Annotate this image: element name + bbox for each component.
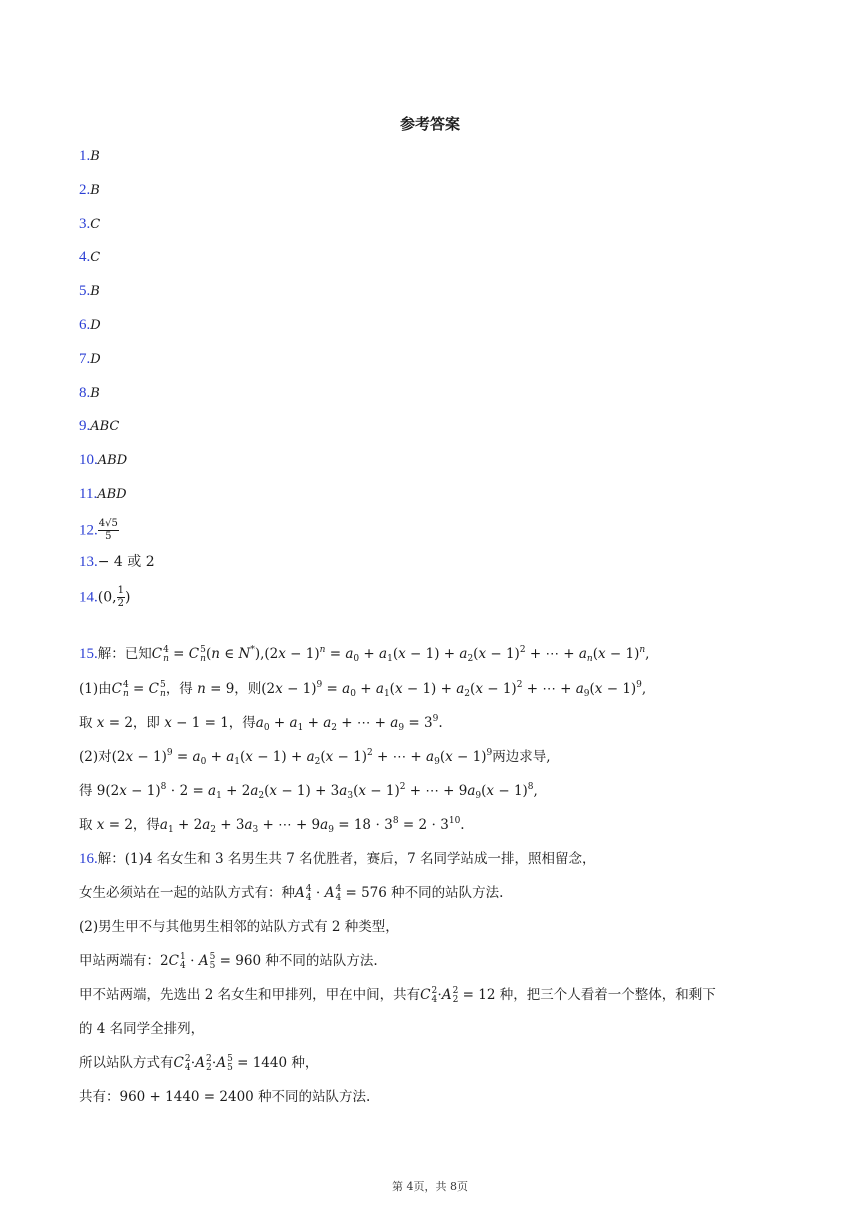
fraction-numerator: 4√5 — [98, 517, 118, 529]
answer-value: B — [90, 284, 100, 300]
q16-line-5 — [79, 983, 716, 1005]
q15-line-1 — [79, 642, 649, 664]
answer-number: 2. — [79, 181, 91, 198]
q16-formula-5: 960 + 1440 = 2400 — [119, 1089, 259, 1105]
answer-number: 4. — [79, 249, 91, 266]
answer-item — [79, 383, 155, 417]
answer-item — [79, 146, 155, 180]
answer-item — [79, 247, 155, 281]
answer-item — [79, 416, 155, 450]
q16-line-3 — [79, 915, 399, 935]
answer-value: ABD — [97, 486, 127, 502]
answer-number: 9. — [79, 418, 91, 435]
answer-value: B — [90, 182, 100, 198]
q16-text: (2)男生甲不与其他男生相邻的站队方式有 2 种类型， — [79, 919, 399, 935]
q15-line-5 — [79, 779, 538, 801]
page-title: 参考答案 — [399, 115, 460, 133]
q16-formula-2: 2C 1 4 ⋅ A 5 5 = 960 — [160, 951, 266, 971]
q15-text: (2)对 — [79, 749, 112, 765]
q15-formula-1: C 4 n = C 5 n (n ∈ $N^*),(2x - 1)^n = a_0 + a_1(x - 1) + a_2(x - 1)^2$ + ⋯ + $a_n(x - 1)^n$, — [151, 644, 650, 664]
q15-text: 得 — [79, 783, 93, 799]
q16-text: 解：(1)4 名女生和 3 名男生共 7 名优胜者，赛后，7 名同学站成一排，照相留念， — [97, 851, 596, 867]
q15-line-4 — [79, 745, 551, 767]
answer-list — [79, 146, 155, 619]
answer-item — [79, 349, 155, 383]
q16-text: 所以站队方式有 — [79, 1055, 174, 1071]
answer-value: C — [90, 250, 101, 266]
q16-line-2 — [79, 881, 503, 903]
q16-line-1 — [79, 847, 595, 868]
answer-item — [79, 450, 155, 484]
q16-text: 甲站两端有： — [79, 953, 160, 969]
q16-text: 共有： — [79, 1089, 120, 1105]
answer-number: 15. — [79, 646, 98, 662]
answer-value: − 4 或 2 — [97, 553, 155, 570]
q16-line-7 — [79, 1051, 318, 1073]
q16-text: 种不同的站队方法. — [258, 1089, 371, 1105]
answer-number: 3. — [79, 215, 91, 232]
q16-line-6 — [79, 1017, 204, 1037]
answer-item — [79, 552, 155, 586]
answer-item — [79, 315, 155, 349]
q16-text: 的 4 名同学全排列， — [79, 1021, 205, 1037]
q16-formula-4: C 2 4 ⋅A 2 2 ⋅A 5 5 = 1440 — [173, 1053, 292, 1073]
q15-text: 取 — [79, 715, 93, 731]
q16-text: 种， — [291, 1055, 319, 1071]
q16-line-4 — [79, 949, 378, 971]
q16-line-8 — [79, 1085, 370, 1105]
answer-item — [79, 484, 155, 518]
q15-text: (1)由 — [79, 681, 112, 697]
page-footer: 第 4页，共 8页 — [392, 1180, 468, 1193]
answer-item — [79, 214, 155, 248]
answer-value: D — [90, 351, 101, 367]
q15-text: 取 — [79, 817, 93, 833]
q15-line-3 — [79, 711, 443, 733]
answer-number: 16. — [79, 851, 98, 867]
answer-number: 13. — [79, 553, 98, 570]
answer-number: 5. — [79, 283, 91, 300]
q15-formula-2: C 4 n = C 5 n ，得 n = 9，则$(2x - 1)^9 = a_0 + a_1(x - 1) + a_2(x - 1)^2$ + ⋯ + $a_9(x - 1)^9$, — [111, 679, 647, 699]
q16-formula-3: C 2 4 ⋅A 2 2 = 12 — [420, 985, 500, 1005]
answer-number: 7. — [79, 350, 91, 367]
answer-item — [79, 281, 155, 315]
answer-value: B — [90, 149, 100, 164]
q16-text: 种不同的站队方法. — [265, 953, 378, 969]
answer-item — [79, 180, 155, 214]
answer-number: 12. — [79, 522, 98, 539]
answer-value: B — [90, 385, 100, 401]
answer-value: ABD — [97, 453, 128, 469]
q15-formula-4: $(2x - 1)^9 = a_0 + a_1(x - 1) + a_2(x - 1)^2$ + ⋯ + $a_9(x - 1)^9$两边求导, — [111, 748, 551, 767]
answer-item — [79, 585, 155, 619]
answer-number: 1. — [79, 148, 91, 164]
answer-number: 6. — [79, 316, 91, 333]
answer-fraction — [117, 585, 125, 610]
q16-text: 种，把三个人看着一个整体，和剩下 — [499, 987, 716, 1003]
q15-formula-3: x = 2，即 x − 1 = 1，得$a_0 + a_1 + a_2$ + ⋯ + $a_9 = 3^9$. — [96, 714, 443, 733]
answer-fraction — [98, 518, 119, 543]
q16-text: 甲不站两端，先选出 2 名女生和甲排列，甲在中间，共有 — [79, 987, 421, 1003]
fraction-numerator: 1 — [117, 585, 124, 597]
q15-lead: 解：已知 — [97, 646, 152, 662]
answer-number: 14. — [79, 589, 98, 606]
answer-value: ABC — [90, 419, 120, 435]
answer-item — [79, 518, 155, 552]
fraction-denominator: 2 — [117, 598, 124, 610]
q15-formula-6: x = 2，得$a_1 + 2a_2 + 3a_3$ + ⋯ + $9a_9 = 18 \cdot 3^8 = 2 \cdot 3^{10}$. — [96, 816, 465, 835]
answer-value: C — [90, 216, 101, 232]
answer-number: 10. — [79, 452, 98, 469]
answer-number: 11. — [79, 485, 98, 502]
q15-line-6 — [79, 813, 465, 835]
fraction-denominator: 5 — [105, 530, 112, 542]
answer-number: 8. — [79, 384, 91, 401]
answer-value: D — [90, 317, 101, 333]
q15-line-2 — [79, 677, 646, 699]
q16-text: 女生必须站在一起的站队方式有：种 — [79, 885, 295, 901]
q15-formula-5: $9(2x - 1)^8 \cdot 2 = a_1 + 2a_2(x - 1) + 3a_3(x - 1)^2$ + ⋯ + $9a_9(x - 1)^8$, — [92, 782, 538, 801]
q16-formula-1: A 4 4 ⋅ A 4 4 = 576 — [295, 883, 392, 903]
q16-text: 种不同的站队方法. — [391, 885, 504, 901]
interval-right: ) — [124, 589, 131, 606]
interval-left: (0, — [97, 589, 117, 606]
